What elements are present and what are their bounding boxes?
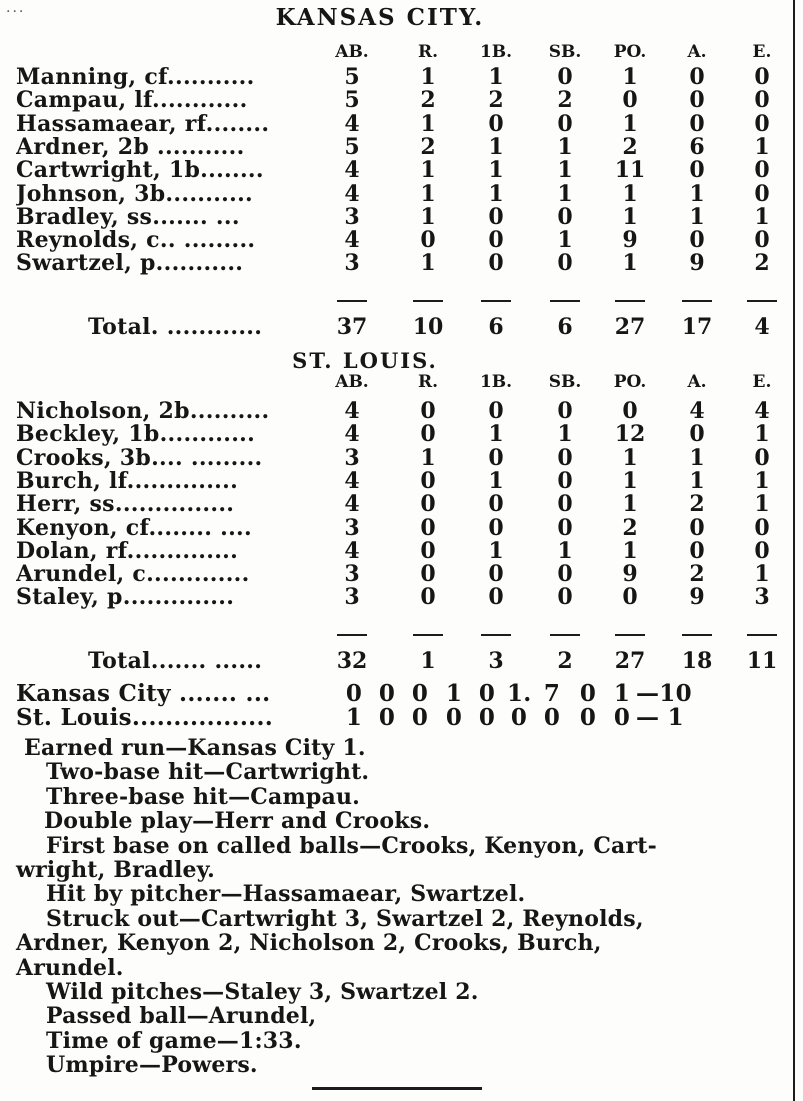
stat-sb: 0	[557, 398, 573, 424]
stat-po: 1	[622, 467, 638, 494]
innings-line	[16, 704, 786, 730]
corner-mark: ...	[6, 0, 26, 16]
inning-1-runs: 0	[345, 680, 363, 707]
stat-ab: 4	[344, 537, 360, 564]
stat-sb: 0	[557, 561, 573, 588]
stat-e: 0	[754, 87, 770, 114]
stat-sb: 1	[557, 157, 573, 184]
total-label: Total. ............	[88, 314, 263, 340]
stl-column-headers	[0, 372, 790, 396]
stat-a: 1	[689, 180, 705, 207]
stat-1b: 0	[488, 444, 504, 471]
stat-po: 11	[614, 157, 646, 184]
stl-player-row	[0, 538, 790, 562]
stl-player-row	[0, 445, 790, 469]
stat-po: 9	[622, 227, 638, 254]
col-sb: SB.	[548, 372, 582, 392]
stat-r: 0	[420, 561, 436, 588]
inning-6-runs: 1.	[507, 680, 532, 707]
stat-po: 1	[622, 64, 638, 90]
stat-a: 0	[689, 87, 705, 114]
stat-e: 2	[754, 250, 770, 277]
stl-total-po: 27	[614, 648, 646, 674]
summary-line: Three-base hit—Campau.	[46, 783, 361, 810]
stat-e: 0	[754, 64, 770, 90]
inning-5-runs: 0	[478, 704, 496, 731]
stl-total-1b: 3	[488, 648, 504, 674]
stat-a: 0	[689, 537, 705, 564]
stat-po: 1	[622, 537, 638, 564]
kc-player-row	[0, 134, 790, 158]
col-e: E.	[752, 42, 772, 62]
stl-total-ab: 32	[336, 648, 368, 674]
stl-player-row	[0, 584, 790, 611]
player-name: Cartwright, 1b........	[16, 157, 264, 184]
summary-line: Double play—Herr and Crooks.	[44, 808, 431, 835]
stat-ab: 4	[344, 467, 360, 494]
stat-1b: 1	[488, 467, 504, 494]
stat-r: 0	[420, 584, 436, 611]
stat-po: 1	[622, 491, 638, 518]
stat-r: 0	[420, 421, 436, 448]
stat-a: 1	[689, 203, 705, 230]
kc-total-r: 10	[412, 314, 444, 340]
stat-po: 0	[622, 87, 638, 114]
player-name: Johnson, 3b...........	[16, 180, 253, 207]
player-name: Herr, ss...............	[16, 491, 235, 518]
stat-e: 1	[754, 467, 770, 494]
stat-sb: 0	[557, 467, 573, 494]
stat-e: 1	[754, 421, 770, 448]
stat-r: 2	[420, 133, 436, 160]
stat-sb: 1	[557, 180, 573, 207]
inning-4-runs: 1	[445, 680, 463, 707]
col-ab: AB.	[335, 372, 369, 392]
stat-po: 1	[622, 444, 638, 471]
player-name: Campau, lf............	[16, 87, 248, 114]
stat-r: 0	[420, 537, 436, 564]
stat-sb: 0	[557, 110, 573, 137]
stat-1b: 0	[488, 398, 504, 424]
stat-r: 0	[420, 514, 436, 541]
inning-8-runs: 0	[579, 704, 597, 731]
stat-po: 2	[622, 133, 638, 160]
stat-a: 6	[689, 133, 705, 160]
innings-total: —10	[636, 680, 692, 707]
stat-sb: 1	[557, 421, 573, 448]
player-name: Nicholson, 2b..........	[16, 398, 270, 424]
stat-sb: 1	[557, 537, 573, 564]
inning-7-runs: 7	[543, 680, 561, 707]
stat-e: 4	[754, 398, 770, 424]
stat-r: 1	[420, 444, 436, 471]
stat-1b: 1	[488, 180, 504, 207]
kc-player-row	[0, 181, 790, 205]
col-a: A.	[687, 42, 707, 62]
stat-r: 1	[420, 110, 436, 137]
stat-1b: 0	[488, 584, 504, 611]
col-r: R.	[417, 42, 439, 62]
stat-po: 0	[622, 584, 638, 611]
total-rule-1b	[481, 634, 511, 636]
stat-e: 3	[754, 584, 770, 611]
player-name: Staley, p..............	[16, 584, 235, 611]
col-e: E.	[752, 372, 772, 392]
inning-3-runs: 0	[411, 704, 429, 731]
stat-po: 9	[622, 561, 638, 588]
player-name: Manning, cf...........	[16, 64, 255, 90]
kc-player-row	[0, 250, 790, 277]
stat-r: 1	[420, 157, 436, 184]
inning-1-runs: 1	[345, 704, 363, 731]
summary-line: Hit by pitcher—Hassamaear, Swartzel.	[46, 881, 526, 908]
stat-a: 0	[689, 157, 705, 184]
summary-line: First base on called balls—Crooks, Kenyon, Cart-	[46, 832, 657, 859]
stl-team-title: ST. LOUIS.	[292, 348, 438, 373]
kc-player-row	[0, 204, 790, 228]
kc-player-row	[0, 227, 790, 254]
summary-line: Passed ball—Arundel,	[46, 1003, 317, 1030]
stat-sb: 0	[557, 250, 573, 277]
stat-sb: 1	[557, 227, 573, 254]
total-rule-r	[413, 300, 443, 302]
stat-e: 1	[754, 491, 770, 518]
stl-player-row	[0, 491, 790, 518]
total-label: Total....... ......	[88, 648, 263, 674]
stat-1b: 1	[488, 157, 504, 184]
stat-po: 1	[622, 110, 638, 137]
stat-e: 1	[754, 561, 770, 588]
stat-1b: 0	[488, 250, 504, 277]
col-sb: SB.	[548, 42, 582, 62]
inning-4-runs: 0	[445, 704, 463, 731]
total-rule-po	[615, 300, 645, 302]
stat-sb: 0	[557, 514, 573, 541]
stat-po: 0	[622, 398, 638, 424]
inning-9-runs: 1	[613, 680, 631, 707]
total-rule-ab	[337, 634, 367, 636]
player-name: Arundel, c.............	[16, 561, 250, 588]
kc-player-row	[0, 157, 790, 184]
stat-1b: 0	[488, 110, 504, 137]
col-a: A.	[687, 372, 707, 392]
summary-line: Earned run—Kansas City 1.	[24, 735, 366, 761]
col-po: PO.	[613, 42, 647, 62]
stat-r: 0	[420, 227, 436, 254]
stat-a: 1	[689, 444, 705, 471]
total-rule-ab	[337, 300, 367, 302]
summary-line: Arundel.	[16, 954, 124, 981]
total-rule-po	[615, 634, 645, 636]
stl-player-row	[0, 468, 790, 492]
inning-2-runs: 0	[378, 704, 396, 731]
stat-a: 0	[689, 64, 705, 90]
stat-sb: 0	[557, 491, 573, 518]
kc-player-row	[0, 64, 790, 88]
inning-8-runs: 0	[579, 680, 597, 707]
stat-e: 0	[754, 180, 770, 207]
stat-a: 1	[689, 467, 705, 494]
stat-r: 0	[420, 467, 436, 494]
stat-ab: 5	[344, 133, 360, 160]
stat-a: 9	[689, 250, 705, 277]
stat-a: 2	[689, 491, 705, 518]
stat-po: 12	[614, 421, 646, 448]
inning-9-runs: 0	[613, 704, 631, 731]
stat-a: 2	[689, 561, 705, 588]
stat-r: 1	[420, 203, 436, 230]
kc-player-row	[0, 87, 790, 114]
stat-ab: 5	[344, 87, 360, 114]
stat-1b: 1	[488, 537, 504, 564]
column-rule	[793, 0, 795, 1101]
stat-ab: 3	[344, 584, 360, 611]
stat-ab: 4	[344, 421, 360, 448]
inning-6-runs: 0	[510, 704, 528, 731]
total-rule-e	[747, 300, 777, 302]
player-name: Ardner, 2b ...........	[16, 133, 245, 160]
player-name: Beckley, 1b............	[16, 421, 256, 448]
stat-1b: 0	[488, 491, 504, 518]
end-rule	[312, 1087, 482, 1090]
kc-total-sb: 6	[557, 314, 573, 340]
innings-team: Kansas City ....... ...	[16, 680, 271, 707]
stat-ab: 3	[344, 561, 360, 588]
stat-sb: 0	[557, 584, 573, 611]
stat-ab: 3	[344, 203, 360, 230]
inning-3-runs: 0	[411, 680, 429, 707]
stat-e: 0	[754, 444, 770, 471]
stl-player-row	[0, 515, 790, 539]
stat-1b: 2	[488, 87, 504, 114]
stat-a: 0	[689, 227, 705, 254]
kc-total-e: 4	[754, 314, 770, 340]
stat-a: 0	[689, 421, 705, 448]
stat-a: 9	[689, 584, 705, 611]
stat-sb: 0	[557, 444, 573, 471]
stat-po: 1	[622, 180, 638, 207]
stat-1b: 0	[488, 203, 504, 230]
total-rule-sb	[550, 300, 580, 302]
total-rule-r	[413, 634, 443, 636]
summary-line: Ardner, Kenyon 2, Nicholson 2, Crooks, Burch,	[16, 930, 602, 957]
kc-team-title: KANSAS CITY.	[275, 4, 485, 31]
summary-line: Umpire—Powers.	[46, 1052, 258, 1079]
innings-team: St. Louis.................	[16, 704, 274, 731]
stat-e: 0	[754, 157, 770, 184]
kc-player-row	[0, 111, 790, 135]
summary-line: Wild pitches—Staley 3, Swartzel 2.	[46, 979, 479, 1005]
stat-a: 0	[689, 514, 705, 541]
player-name: Reynolds, c.. .........	[16, 227, 256, 254]
innings-total: — 1	[636, 704, 684, 731]
player-name: Burch, lf..............	[16, 467, 239, 494]
col-ab: AB.	[335, 42, 369, 62]
player-name: Kenyon, cf........ ....	[16, 514, 252, 541]
player-name: Dolan, rf..............	[16, 537, 239, 564]
innings-line	[16, 680, 786, 706]
stat-e: 1	[754, 133, 770, 160]
stat-po: 2	[622, 514, 638, 541]
stl-total-r: 1	[420, 648, 436, 674]
stat-r: 1	[420, 250, 436, 277]
stat-e: 1	[754, 203, 770, 230]
stat-ab: 3	[344, 444, 360, 471]
player-name: Swartzel, p...........	[16, 250, 244, 277]
stat-ab: 4	[344, 491, 360, 518]
stat-po: 1	[622, 203, 638, 230]
stat-e: 0	[754, 537, 770, 564]
stat-ab: 3	[344, 514, 360, 541]
stat-r: 1	[420, 64, 436, 90]
summary-line: Time of game—1:33.	[46, 1027, 302, 1054]
total-rule-a	[682, 300, 712, 302]
col-po: PO.	[613, 372, 647, 392]
total-rule-sb	[550, 634, 580, 636]
stat-1b: 0	[488, 227, 504, 254]
inning-2-runs: 0	[378, 680, 396, 707]
inning-7-runs: 0	[543, 704, 561, 731]
stat-e: 0	[754, 110, 770, 137]
summary-line: wright, Bradley.	[16, 857, 216, 883]
kc-total-row	[0, 314, 790, 338]
stat-sb: 0	[557, 64, 573, 90]
stat-a: 0	[689, 110, 705, 137]
stat-sb: 1	[557, 133, 573, 160]
stat-po: 1	[622, 250, 638, 277]
stat-a: 4	[689, 398, 705, 424]
stat-e: 0	[754, 514, 770, 541]
total-rule-1b	[481, 300, 511, 302]
summary-line: Two-base hit—Cartwright.	[46, 759, 370, 786]
col-r: R.	[417, 372, 439, 392]
stl-player-row	[0, 421, 790, 448]
stat-ab: 4	[344, 157, 360, 184]
kc-total-1b: 6	[488, 314, 504, 340]
stat-ab: 4	[344, 180, 360, 207]
stat-e: 0	[754, 227, 770, 254]
stl-total-e: 11	[746, 648, 778, 674]
total-rule-e	[747, 634, 777, 636]
summary-line: Struck out—Cartwright 3, Swartzel 2, Reynolds,	[46, 905, 644, 932]
stat-ab: 4	[344, 398, 360, 424]
stl-total-sb: 2	[557, 648, 573, 674]
kc-total-po: 27	[614, 314, 646, 340]
stat-r: 0	[420, 398, 436, 424]
kc-column-headers	[0, 42, 790, 66]
stat-1b: 1	[488, 64, 504, 90]
stat-sb: 0	[557, 203, 573, 230]
stat-r: 1	[420, 180, 436, 207]
col-1b: 1B.	[479, 42, 513, 62]
stat-r: 0	[420, 491, 436, 518]
stl-player-row	[0, 398, 790, 422]
stat-1b: 0	[488, 561, 504, 588]
kc-total-ab: 37	[336, 314, 368, 340]
kc-total-a: 17	[681, 314, 713, 340]
col-1b: 1B.	[479, 372, 513, 392]
stl-total-row	[0, 648, 790, 672]
stat-r: 2	[420, 87, 436, 114]
stat-ab: 3	[344, 250, 360, 277]
stl-player-row	[0, 561, 790, 588]
player-name: Crooks, 3b.... .........	[16, 444, 263, 471]
stl-total-a: 18	[681, 648, 713, 674]
inning-5-runs: 0	[478, 680, 496, 707]
stat-1b: 1	[488, 133, 504, 160]
stat-ab: 5	[344, 64, 360, 90]
stat-sb: 2	[557, 87, 573, 114]
total-rule-a	[682, 634, 712, 636]
stat-ab: 4	[344, 227, 360, 254]
stat-1b: 1	[488, 421, 504, 448]
stat-ab: 4	[344, 110, 360, 137]
player-name: Bradley, ss....... ...	[16, 203, 240, 230]
player-name: Hassamaear, rf........	[16, 110, 270, 137]
stat-1b: 0	[488, 514, 504, 541]
